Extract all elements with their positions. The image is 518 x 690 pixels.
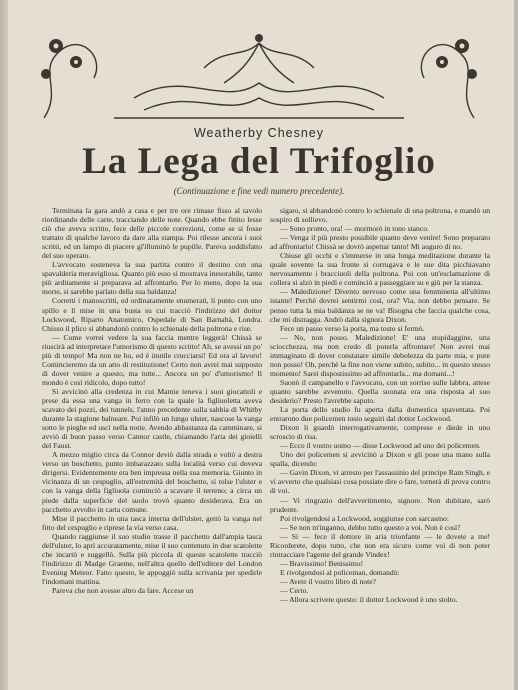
story-subtitle: (Continuazione e fine vedi numero precedente). bbox=[173, 186, 345, 196]
paragraph: — Vi ringrazio dell'avvertimento, signore. Non dubitate, sarò prudente. bbox=[270, 495, 490, 514]
paragraph: Poi rivolgendosi a Lockwood, soggiunse con sarcasmo: bbox=[280, 513, 449, 523]
paragraph: — Ecco il vostro uomo — disse Lockwood ad uno dei policemen. bbox=[280, 441, 481, 451]
paragraph: — Avete il vostro libro di note? bbox=[280, 576, 377, 586]
paragraph: Pareva che non avesse altro da fare. Accese un bbox=[52, 585, 194, 595]
paragraph: Fece un passo verso la porta, ma tosto si fermò. bbox=[280, 323, 425, 333]
text-column-right bbox=[270, 206, 490, 676]
paragraph: — Sono pronto, ora! — mormorò in tono stanco. bbox=[280, 224, 429, 234]
paragraph: — No, non posso. Maledizione! E' una stupidaggine, una sciocchezza, ma non credo di poterla affrontare! Non avrei mai immaginato di dover constatare simile debolezza da parte mia, e pure non posso! Oh, perchè la fine non viene subito, subito... in questo stesso momento! Sarei dispostissimo ad affrontarla... ma domani...! bbox=[270, 332, 490, 378]
paragraph: Terminata la gara andò a casa e per tre ore rimase fisso al tavolo riordinando delle carte, tracciando delle note. Quando ebbe finito lesse ciò che aveva scritto, fece delle piccole correzioni, come se si fosse trattato di qualche lavoro da dare alla stampa. Poi rilesse ancora i suoi scritti, ed un lampo di piacere gl'illuminò le pupille. Pareva soddisfatto del suo operato. bbox=[42, 206, 262, 261]
paragraph: Dixon li guardò interrogativamente, comprese e diede in uno scroscio di risa. bbox=[270, 423, 490, 442]
paragraph: La porta dello studio fu aperta dalla domestica spaventata. Poi entrarono due policemen tosto seguiti dal dottor Lockwood. bbox=[270, 405, 490, 424]
paragraph: — Allora scrivete questo: il dottor Lockwood è uno stolto. bbox=[280, 595, 458, 605]
paragraph: A mezzo miglio circa da Connor deviò dalla strada e voltò a destra verso un boschetto, punto imbarazzato sulla località verso cui doveva dirigersi. Evidentemente era ben impressa nella sua memoria. Giunto in vicinanza di un cespuglio, all'estremità del boschetto, si tolse l'ulster e con la vanga della figliuola cominciò a scavare il terreno; a circa un piede dalla superficie del suolo trovò quanto desiderava. Era un pacchetto avvolto in carta comune. bbox=[42, 450, 262, 514]
floral-ornament-header bbox=[24, 28, 494, 123]
paragraph: Si avvicinò alla credenza in cui Mamie teneva i suoi giocattoli e prese da essa una vanga in ferro con la quale la figliuoletta aveva scavato dei pozzi, dei tunnels, l'anno precedente sulla sabbia di Whitby durante la stagione balneare. Poi infilò un lungo ulster, nascose la vanga sotto le pieghe ed uscì nella notte. Avendo abbastanza da camminare, si avviò di buon passo verso Cannor castle, chiamando l'aria dei gioielli del Faust. bbox=[42, 386, 262, 451]
paragraph: — Maledizione! Divento nervoso come una femminetta all'ultimo istante! Perchè dovrei sentirmi così, ora? Via, non debbo pensare. Se penso tutta la mia baldanza se ne va! Bisogna che faccia qualche cosa, che mi distragga. Andrò dalla signora Dixon. bbox=[270, 287, 490, 324]
text-column-left bbox=[42, 206, 262, 676]
paragraph: — Se non m'inganno, debbo tutto questo a voi. Non è così? bbox=[280, 522, 461, 532]
paragraph: L'avvocato sosteneva la sua partita contro il destino con una spavalderia meravigliosa. Quanto più esso si mostrava inesorabile, tanto più arditamente si preparava ad affrontarlo. Per lo meno, dopo la sua morte, si sarebbe parlato della sua baldanza! bbox=[42, 260, 262, 297]
paragraph: Uno dei policemen si avvicinò a Dixon e gli pose una mano sulla spalla, dicendo: bbox=[270, 450, 490, 469]
paragraph: — Come vorrei vedere la sua faccia mentre leggerà! Chissà se riuscirà ad interpretare l'umorismo di questo scritto! Ah, se avessi un po' più di tempo! Ma non ne ho, ed è inutile crucciarsi! Ed ora al lavoro! Comincieremo da un atto di restituzione! Certo non avrei mai supposto di dover venire a questo, ma tutte... Ancora un po' d'umorismo! Il mondo è così ridicolo, dopo tutto! bbox=[42, 332, 262, 387]
paragraph: Corretti i manoscritti, ed ordinatamente enumerati, li punto con uno spillo e li mise in una busta su cui tracciò l'indirizzo del dottor Lockwood, Riparto Anatomico, Ospedale di San Barnabà, Londra. Chiuso il plico si abbandonò contro lo schienale della poltrona e rise. bbox=[42, 296, 262, 333]
paragraph: — Certo. bbox=[280, 585, 309, 595]
paragraph: Chiuse gli occhi e s'immerse in una lunga meditazione durante la quale sovente la sua fronte si corrugava e le sue dita picchiavano nervosamente i bracciuoli della poltrona. Poi con un'esclamazione di collera si alzò in piedi e cominciò a passeggiare su e giù per la stanza. bbox=[270, 251, 490, 288]
author-name: Weatherby Chesney bbox=[193, 126, 325, 140]
paragraph: — Bravissimo! Benissimo! bbox=[280, 558, 364, 568]
story-title: La Lega del Trifoglio bbox=[82, 141, 436, 182]
paragraph: E rivolgendosi al policeman, domandò: bbox=[280, 567, 400, 577]
paragraph: Quando raggiunse il suo studio trasse il pacchetto dall'ampia tasca dell'ulster, lo aprì accuratamente, mise il suo contenuto in due scatolette che incartò e suggellò. Sulla più piccola di queste scatolette tracciò l'indirizzo di Madge Graeme, nell'altra quello dell'editore del London Evening Meteor. Fatto questo, le appoggiò sulla scrivania per spedirle l'indomani mattina. bbox=[42, 531, 262, 586]
paragraph: — Gavin Dixon, vi arresto per l'assassinio del principe Ram Singh, e vi avverto che qualsiasi cosa possiate dire o fare, tornerà di prova contro di voi. bbox=[270, 468, 490, 496]
paragraph: sigaro, si abbandonò contro lo schienale di una poltrona, e mandò un sospiro di sollievo. bbox=[270, 206, 490, 225]
paragraph: — Sì — fece il dottore in aria trionfante — le dovete a me! Ricorderete, dopo tutto, che non era sicuro come voi di non poter rintracciare l'agente del grande Vindex! bbox=[270, 531, 490, 559]
paragraph: Mise il pacchetto in una tasca interna dell'ulster, gettò la vanga nel fitto del cespuglio e riprese la via verso casa. bbox=[42, 513, 262, 532]
paragraph: — Venga il più presto possibile quanto deve venire! Sono preparato ad affrontarlo! Chissà se dovrò aspettar tanto! Mi auguro di no. bbox=[270, 233, 490, 252]
paragraph: Suonò il campanello e l'avvocato, con un sorriso sulle labbra, attese quanto sarebbe avvenuto. Quella suonata era una risposta al suo desiderio? Presto l'avrebbe saputo. bbox=[270, 377, 490, 405]
